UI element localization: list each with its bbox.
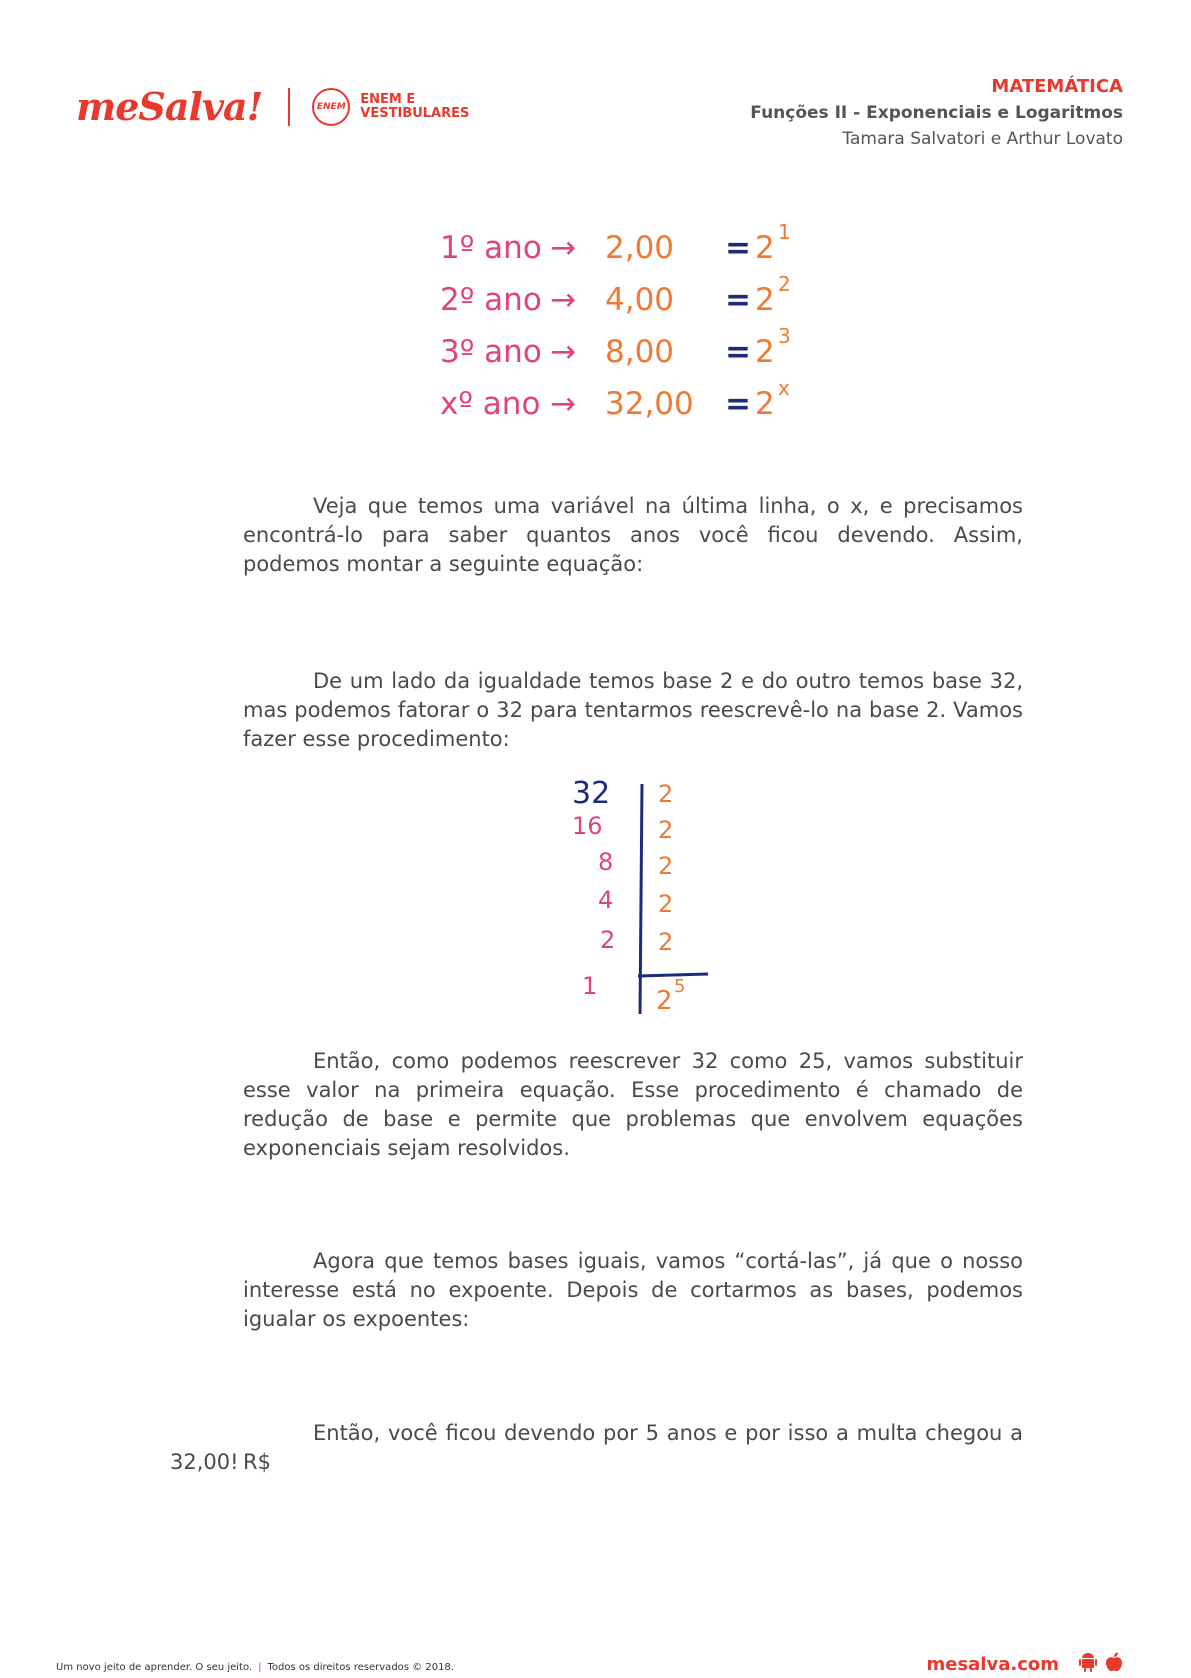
apple-icon[interactable] — [1105, 1652, 1123, 1677]
footer-slogan: Um novo jeito de aprender. O seu jeito. — [56, 1662, 253, 1673]
year-row — [440, 324, 820, 384]
factor-right: 2 — [658, 852, 674, 880]
result-base: 2 — [656, 986, 673, 1016]
factor-left: 4 — [598, 886, 614, 914]
paragraph-text: Então, como podemos reescrever 32 como 25, vamos substituir esse valor na primeira equação. Esse procedimento é chamado de redução de base e permite que problemas que envolvem equações exponenciais sejam resolvidos. — [243, 1049, 1023, 1160]
paragraph — [243, 1247, 1023, 1334]
year-label: 1º ano — [440, 230, 542, 266]
result-exponent: 5 — [674, 976, 686, 997]
arrow-icon: → — [550, 282, 576, 318]
vertical-divider — [640, 784, 642, 1014]
power-exponent: 3 — [778, 324, 791, 348]
amount-value: 4,00 — [605, 282, 675, 318]
handwritten-factorization — [560, 776, 710, 1036]
year-label: 3º ano — [440, 334, 542, 370]
section-label-line2: VESTIBULARES — [360, 105, 470, 121]
paragraph — [243, 492, 1023, 579]
power-base: 2 — [755, 334, 775, 370]
paragraph-text: Então, você ficou devendo por 5 anos e por isso a multa chegou a R$ — [243, 1421, 1023, 1474]
amount-value: 2,00 — [605, 230, 675, 266]
footer-left — [56, 1662, 454, 1673]
logo-separator — [288, 88, 290, 126]
factor-right: 2 — [658, 890, 674, 918]
enem-badge-icon: ENEM — [312, 88, 350, 126]
paragraph — [243, 1047, 1023, 1163]
site-link[interactable]: mesalva.com — [926, 1654, 1059, 1675]
authors: Tamara Salvatori e Arthur Lovato — [842, 129, 1123, 149]
power-base: 2 — [755, 386, 775, 422]
factor-left: 2 — [600, 926, 616, 954]
subject-title: MATEMÁTICA — [991, 76, 1123, 97]
power-exponent: 1 — [778, 220, 791, 244]
factor-right: 2 — [658, 928, 674, 956]
arrow-icon: → — [550, 334, 576, 370]
footer-separator: | — [258, 1662, 262, 1673]
factor-right: 2 — [658, 780, 674, 808]
power-exponent: x — [778, 376, 790, 400]
factor-left: 32 — [572, 776, 611, 811]
factor-left: 16 — [572, 812, 603, 840]
horizontal-divider — [638, 974, 708, 976]
paragraph-text: Agora que temos bases iguais, vamos “cortá-las”, já que o nosso interesse está no expoente. Depois de cortarmos as bases, podemos igualar os expoentes: — [243, 1249, 1023, 1331]
paragraph-text: De um lado da igualdade temos base 2 e do outro temos base 32, mas podemos fatorar o 32 para tentarmos reescrevê-lo na base 2. Vamos fazer esse procedimento: — [243, 669, 1023, 751]
equals-sign: = — [725, 230, 751, 266]
footer-right — [926, 1652, 1123, 1677]
mesalva-logo — [76, 84, 469, 129]
factor-left: 8 — [598, 848, 614, 876]
section-label — [360, 93, 469, 121]
factor-left: 1 — [582, 972, 598, 1000]
power-base: 2 — [755, 282, 775, 318]
equals-sign: = — [725, 282, 751, 318]
footer-rights: Todos os direitos reservados © 2018. — [267, 1662, 454, 1673]
year-row — [440, 272, 820, 332]
paragraph-continuation — [170, 1448, 1023, 1477]
year-label: xº ano — [440, 386, 541, 422]
section-label-line1: ENEM E — [360, 91, 416, 107]
android-icon[interactable] — [1079, 1652, 1097, 1677]
arrow-icon: → — [550, 386, 576, 422]
year-label: 2º ano — [440, 282, 542, 318]
handwritten-years-table — [440, 220, 820, 470]
year-row — [440, 376, 820, 436]
paragraph — [243, 667, 1023, 754]
header-info — [750, 76, 1123, 149]
paragraph-text: 32,00! — [170, 1450, 239, 1474]
factor-right: 2 — [658, 816, 674, 844]
equals-sign: = — [725, 334, 751, 370]
power-exponent: 2 — [778, 272, 791, 296]
paragraph-text: Veja que temos uma variável na última linha, o x, e precisamos encontrá-lo para saber quantos anos você ficou devendo. Assim, podemos montar a seguinte equação: — [243, 494, 1023, 576]
power-base: 2 — [755, 230, 775, 266]
amount-value: 8,00 — [605, 334, 675, 370]
logo-text: meSalva! — [76, 84, 263, 129]
topic-title: Funções II - Exponenciais e Logaritmos — [750, 103, 1123, 123]
arrow-icon: → — [550, 230, 576, 266]
equals-sign: = — [725, 386, 751, 422]
year-row — [440, 220, 820, 280]
amount-value: 32,00 — [605, 386, 694, 422]
